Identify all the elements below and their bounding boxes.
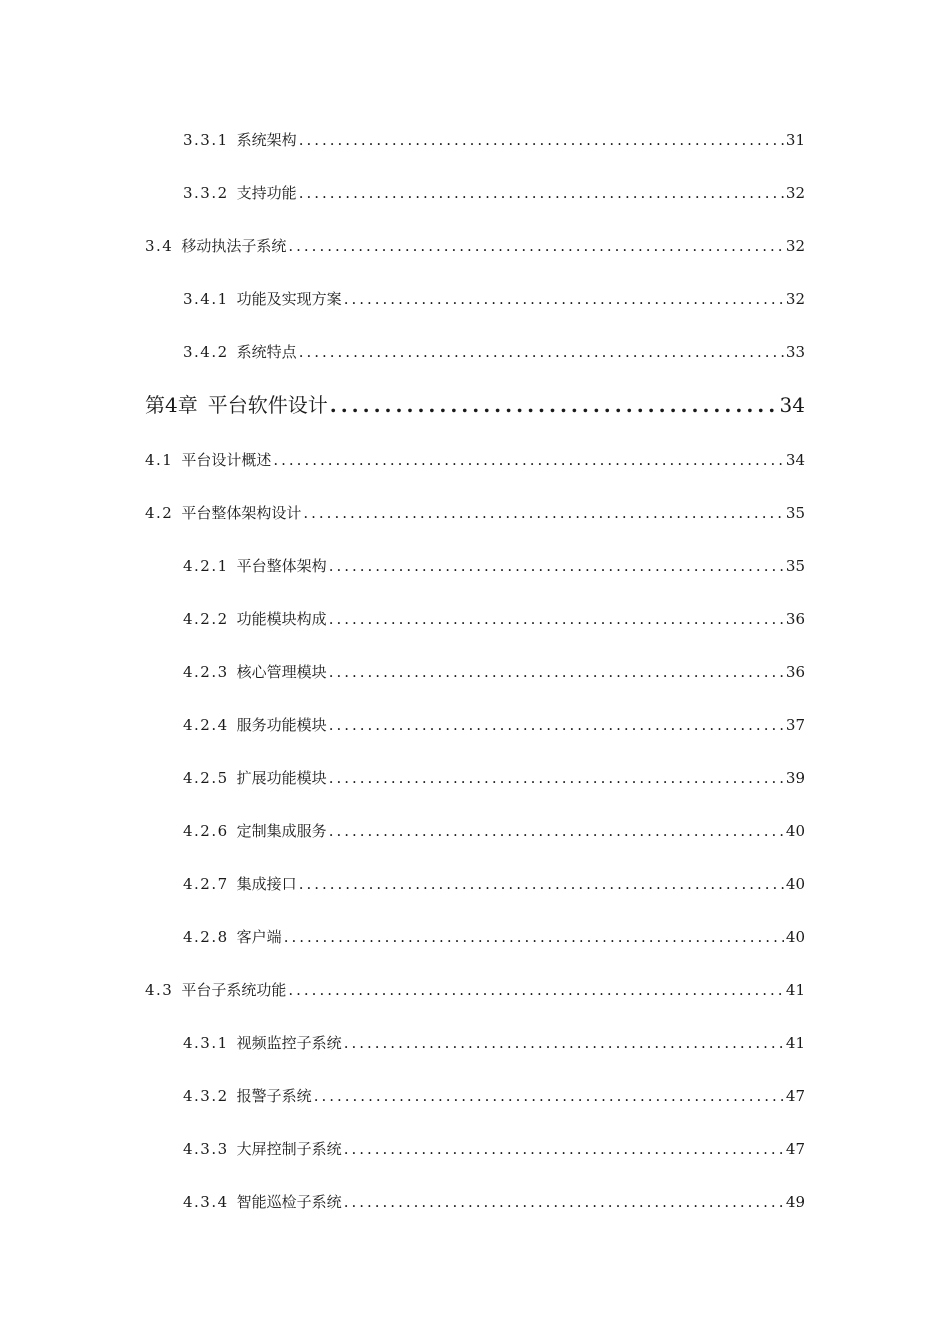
toc-entry-4-3-3[interactable] <box>183 1139 805 1159</box>
dot-leader <box>329 768 784 788</box>
dot-leader <box>329 821 784 841</box>
toc-entry-4-1[interactable] <box>145 450 805 470</box>
toc-entry-title: 系统特点 <box>236 343 297 361</box>
toc-entry-number: 4.2 <box>145 504 174 522</box>
toc-entry-number: 4.2.6 <box>183 822 229 840</box>
toc-entry-3-4[interactable] <box>145 236 805 256</box>
toc-entry-title: 智能巡检子系统 <box>236 1193 342 1211</box>
toc-entry-number: 3.3.1 <box>183 131 229 149</box>
toc-entry-page: 32 <box>785 237 805 255</box>
toc-entry-number: 4.2.2 <box>183 610 229 628</box>
toc-entry-page: 40 <box>785 822 805 840</box>
toc-entry-title: 移动执法子系统 <box>181 237 287 255</box>
toc-entry-3-4-1[interactable] <box>183 289 805 309</box>
toc-entry-title: 支持功能 <box>236 184 297 202</box>
dot-leader <box>299 130 784 150</box>
toc-entry-number: 4.2.5 <box>183 769 229 787</box>
toc-entry-title: 视频监控子系统 <box>236 1034 342 1052</box>
toc-entry-title: 系统架构 <box>236 131 297 149</box>
toc-entry-page: 35 <box>785 504 805 522</box>
toc-entry-4-2-1[interactable] <box>183 556 805 576</box>
toc-entry-4-3-4[interactable] <box>183 1192 805 1212</box>
toc-entry-page: 47 <box>785 1140 805 1158</box>
toc-entry-chapter-4[interactable] <box>145 392 805 418</box>
toc-entry-number: 3.4 <box>145 237 174 255</box>
dot-leader <box>299 183 784 203</box>
dot-leader <box>344 1139 784 1159</box>
dot-leader <box>344 289 784 309</box>
toc-entry-page: 36 <box>785 610 805 628</box>
dot-leader <box>288 236 784 256</box>
toc-entry-page: 33 <box>785 343 805 361</box>
toc-entry-page: 47 <box>785 1087 805 1105</box>
toc-entry-number: 4.1 <box>145 451 174 469</box>
toc-entry-title: 平台整体架构 <box>236 557 327 575</box>
dot-leader <box>288 980 784 1000</box>
toc-entry-title: 平台整体架构设计 <box>181 504 302 522</box>
toc-entry-page: 39 <box>785 769 805 787</box>
dot-leader <box>314 1086 784 1106</box>
toc-entry-4-3-2[interactable] <box>183 1086 805 1106</box>
toc-entry-3-3-2[interactable] <box>183 183 805 203</box>
toc-entry-number: 4.3.4 <box>183 1193 229 1211</box>
toc-entry-number: 3.4.1 <box>183 290 229 308</box>
toc-entry-page: 34 <box>785 451 805 469</box>
dot-leader <box>330 392 778 418</box>
toc-entry-title: 平台设计概述 <box>181 451 272 469</box>
toc-entry-page: 37 <box>785 716 805 734</box>
toc-entry-title: 客户端 <box>236 928 282 946</box>
toc-entry-page: 40 <box>785 928 805 946</box>
toc-entry-page: 41 <box>785 1034 805 1052</box>
toc-entry-page: 40 <box>785 875 805 893</box>
toc-entry-page: 32 <box>785 184 805 202</box>
dot-leader <box>299 342 784 362</box>
toc-entry-title: 功能模块构成 <box>236 610 327 628</box>
toc-entry-title: 功能及实现方案 <box>236 290 342 308</box>
toc-entry-number: 4.3.1 <box>183 1034 229 1052</box>
toc-entry-title: 核心管理模块 <box>236 663 327 681</box>
toc-entry-number: 3.4.2 <box>183 343 229 361</box>
toc-entry-3-3-1[interactable] <box>183 130 805 150</box>
toc-entry-title: 报警子系统 <box>236 1087 312 1105</box>
toc-entry-number: 4.2.3 <box>183 663 229 681</box>
dot-leader <box>329 662 784 682</box>
dot-leader <box>329 609 784 629</box>
dot-leader <box>303 503 784 523</box>
toc-entry-page: 49 <box>785 1193 805 1211</box>
toc-entry-4-2-6[interactable] <box>183 821 805 841</box>
toc-entry-number: 4.2.1 <box>183 557 229 575</box>
toc-entry-4-3[interactable] <box>145 980 805 1000</box>
toc-entry-number: 4.2.4 <box>183 716 229 734</box>
dot-leader <box>344 1033 784 1053</box>
toc-entry-4-2[interactable] <box>145 503 805 523</box>
dot-leader <box>284 927 784 947</box>
toc-entry-3-4-2[interactable] <box>183 342 805 362</box>
toc-entry-page: 36 <box>785 663 805 681</box>
dot-leader <box>344 1192 784 1212</box>
toc-entry-page: 35 <box>785 557 805 575</box>
toc-entry-page: 31 <box>785 131 805 149</box>
toc-entry-4-2-8[interactable] <box>183 927 805 947</box>
toc-entry-page: 34 <box>779 393 805 417</box>
toc-entry-number: 4.2.7 <box>183 875 229 893</box>
dot-leader <box>299 874 784 894</box>
toc-entry-number: 4.2.8 <box>183 928 229 946</box>
toc-entry-number: 4.3 <box>145 981 174 999</box>
toc-entry-4-2-5[interactable] <box>183 768 805 788</box>
toc-entry-4-2-4[interactable] <box>183 715 805 735</box>
toc-entry-4-2-3[interactable] <box>183 662 805 682</box>
toc-entry-number: 4.3.3 <box>183 1140 229 1158</box>
toc-entry-4-2-7[interactable] <box>183 874 805 894</box>
toc-entry-number: 4.3.2 <box>183 1087 229 1105</box>
toc-entry-number: 第4章 <box>145 393 198 417</box>
toc-entry-page: 32 <box>785 290 805 308</box>
toc-entry-4-2-2[interactable] <box>183 609 805 629</box>
toc-entry-number: 3.3.2 <box>183 184 229 202</box>
toc-entry-title: 平台软件设计 <box>207 393 328 417</box>
toc-entry-4-3-1[interactable] <box>183 1033 805 1053</box>
toc-entry-title: 定制集成服务 <box>236 822 327 840</box>
dot-leader <box>329 556 784 576</box>
toc-entry-title: 平台子系统功能 <box>181 981 287 999</box>
toc-entry-page: 41 <box>785 981 805 999</box>
dot-leader <box>329 715 784 735</box>
toc-entry-title: 扩展功能模块 <box>236 769 327 787</box>
dot-leader <box>273 450 784 470</box>
toc-entry-title: 服务功能模块 <box>236 716 327 734</box>
toc-entry-title: 集成接口 <box>236 875 297 893</box>
toc-entry-title: 大屏控制子系统 <box>236 1140 342 1158</box>
